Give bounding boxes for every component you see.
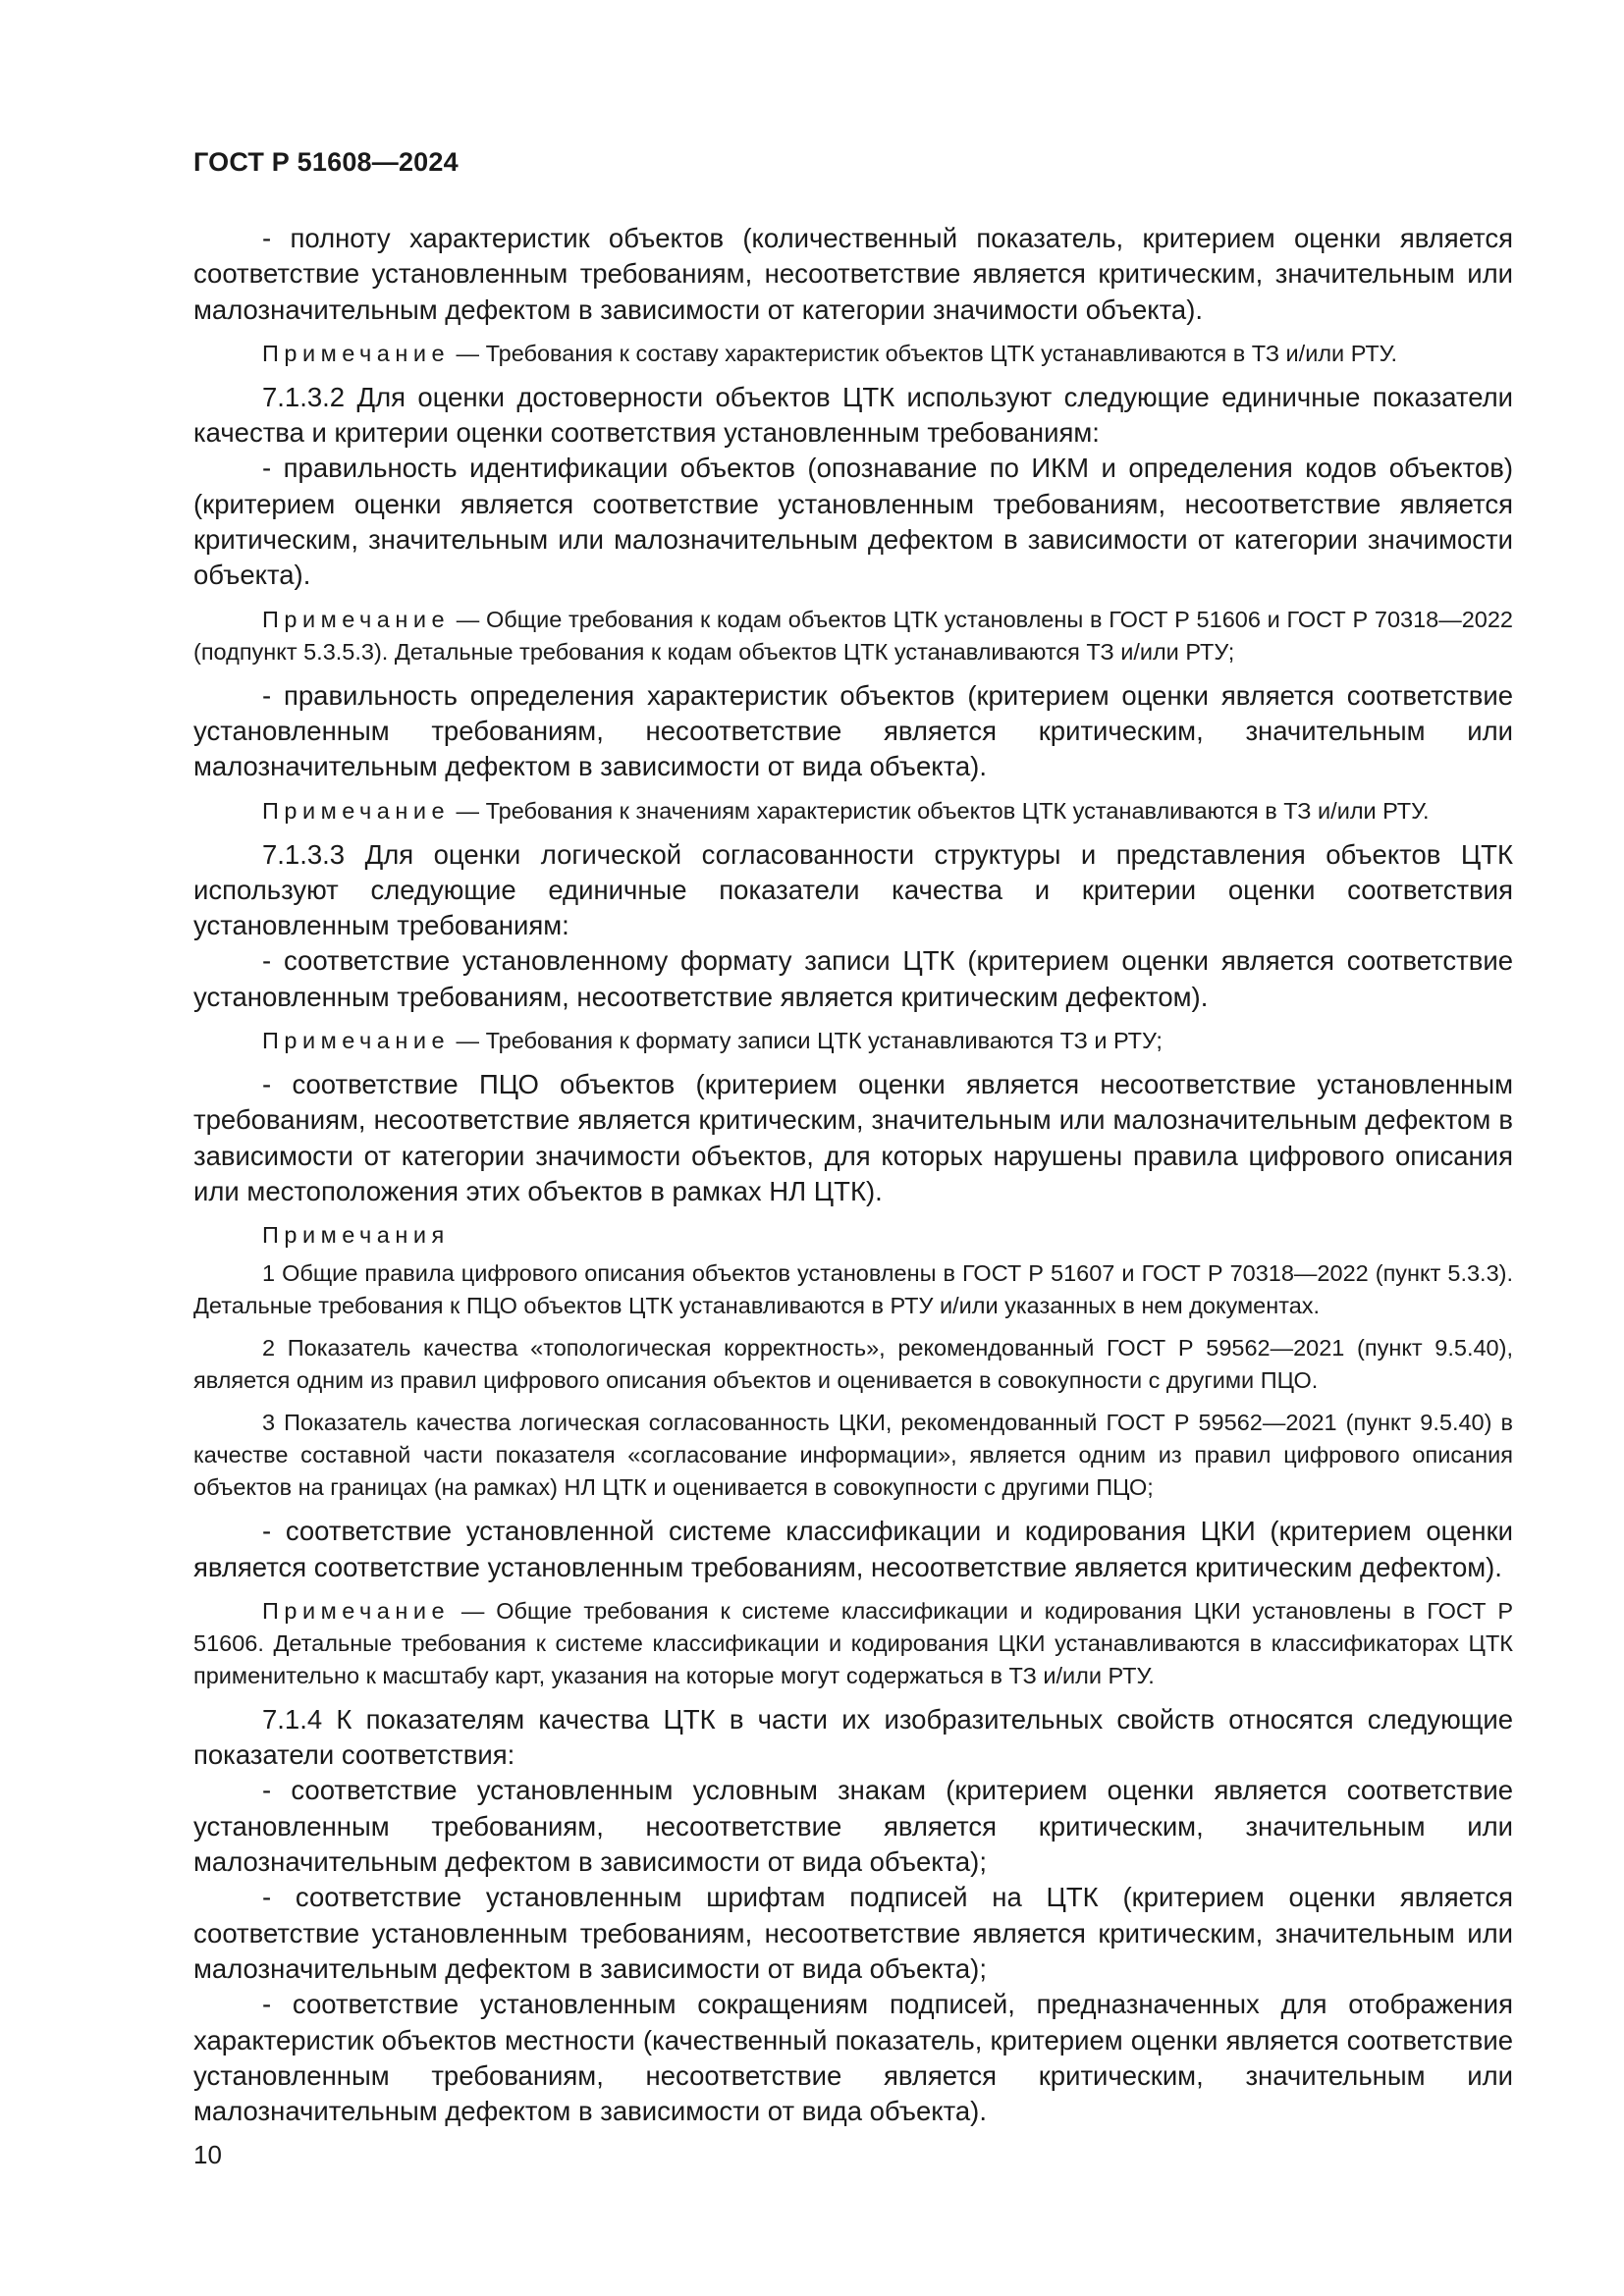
note-text: — Общие требования к системе классификации и кодирования ЦКИ установлены в ГОСТ Р 51606. Детальные требования к системе классификации и кодирования ЦКИ устанавливаются в классификаторах ЦТК применительно к масштабу карт, указания на которые могут содержаться в ТЗ и/или РТУ. [193,1597,1513,1688]
document-body [193,221,1513,2129]
paragraph: - соответствие ПЦО объектов (критерием оценки является несоответствие установленным требованиям, несоответствие является критическим, значительным или малозначительным дефектом в зависимости от категории значимости объектов, для которых нарушены правила цифрового описания или местоположения этих объектов в рамках НЛ ЦТК). [193,1069,1513,1206]
paragraph: 7.1.4 К показателям качества ЦТК в части их изобразительных свойств относятся следующие показатели соответствия: [193,1703,1513,1771]
paragraph: - соответствие установленным шрифтам подписей на ЦТК (критерием оценки является соответствие установленным требованиям, несоответствие является критическим, значительным или малозначительным дефектом в зависимости от вида объекта); [193,1882,1513,1984]
paragraph: - полноту характеристик объектов (количественный показатель, критерием оценки является соответствие установленным требованиям, несоответствие является критическим, значительным или малозначительным дефектом в зависимости от категории значимости объекта). [193,223,1513,325]
document-header: ГОСТ Р 51608—2024 [193,147,459,177]
note-item: 3 Показатель качества логическая согласованность ЦКИ, рекомендованный ГОСТ Р 59562—2021 (пункт 9.5.40) в качестве составной части показателя «согласование информации», является одним из правил цифрового описания объектов на границах (на рамках) НЛ ЦТК и оценивается в совокупности с другими ПЦО; [193,1410,1513,1501]
note-label: Примечания [262,1222,450,1249]
paragraph: - правильность определения характеристик объектов (критерием оценки является соответствие установленным требованиям, несоответствие является критическим, значительным или малозначительным дефектом в зависимости от вида объекта). [193,679,1513,782]
note-label: Примечание [262,797,451,824]
note-text: — Требования к составу характеристик объектов ЦТК устанавливаются в ТЗ и/или РТУ. [450,340,1398,366]
note [193,1595,1513,1692]
note [193,338,1513,370]
note [193,1025,1513,1057]
paragraph: - правильность идентификации объектов (опознавание по ИКМ и определения кодов объектов) (критерием оценки является соответствие установленным требованиям, несоответствие является критическим, значительным или малозначительным дефектом в зависимости от категории значимости объекта). [193,453,1513,591]
note [193,795,1513,828]
note-item: 2 Показатель качества «топологическая корректность», рекомендованный ГОСТ Р 59562—2021 (пункт 9.5.40), является одним из правил цифрового описания объектов и оценивается в совокупности с другими ПЦО. [193,1335,1513,1394]
note-label: Примечание [262,1028,451,1054]
note [193,604,1513,668]
notes-heading [193,1219,1513,1252]
note-text: — Общие требования к кодам объектов ЦТК установлены в ГОСТ Р 51606 и ГОСТ Р 70318—2022 (подпункт 5.3.5.3). Детальные требования к кодам объектов ЦТК устанавливаются ТЗ и/или РТУ; [193,606,1513,665]
page-number: 10 [193,2140,222,2169]
paragraph: - соответствие установленной системе классификации и кодирования ЦКИ (критерием оценки является соответствие установленным требованиям, несоответствие является критическим дефектом). [193,1516,1513,1582]
paragraph: - соответствие установленным сокращениям подписей, предназначенных для отображения характеристик объектов местности (качественный показатель, критерием оценки является соответствие установленным требованиям, несоответствие является критическим, значительным или малозначительным дефектом в зависимости от вида объекта). [193,1989,1513,2127]
paragraph: - соответствие установленным условным знакам (критерием оценки является соответствие установленным требованиям, несоответствие является критическим, значительным или малозначительным дефектом в зависимости от вида объекта); [193,1775,1513,1878]
paragraph: 7.1.3.3 Для оценки логической согласованности структуры и представления объектов ЦТК используют следующие единичные показатели качества и критерии оценки соответствия установленным требованиям: [193,838,1513,941]
note-label: Примечание [262,1597,451,1624]
note-label: Примечание [262,340,451,366]
paragraph: - соответствие установленному формату записи ЦТК (критерием оценки является соответствие установленным требованиям, несоответствие является критическим дефектом). [193,945,1513,1012]
note-text: — Требования к значениям характеристик объектов ЦТК устанавливаются в ТЗ и/или РТУ. [450,797,1430,824]
note-item: 1 Общие правила цифрового описания объектов установлены в ГОСТ Р 51607 и ГОСТ Р 70318—2022 (пункт 5.3.3). Детальные требования к ПЦО объектов ЦТК устанавливаются в РТУ и/или указанных в нем документах. [193,1260,1513,1319]
paragraph: 7.1.3.2 Для оценки достоверности объектов ЦТК используют следующие единичные показатели качества и критерии оценки соответствия установленным требованиям: [193,381,1513,449]
note-text: — Требования к формату записи ЦТК устанавливаются ТЗ и РТУ; [450,1028,1163,1054]
note-label: Примечание [262,606,451,632]
